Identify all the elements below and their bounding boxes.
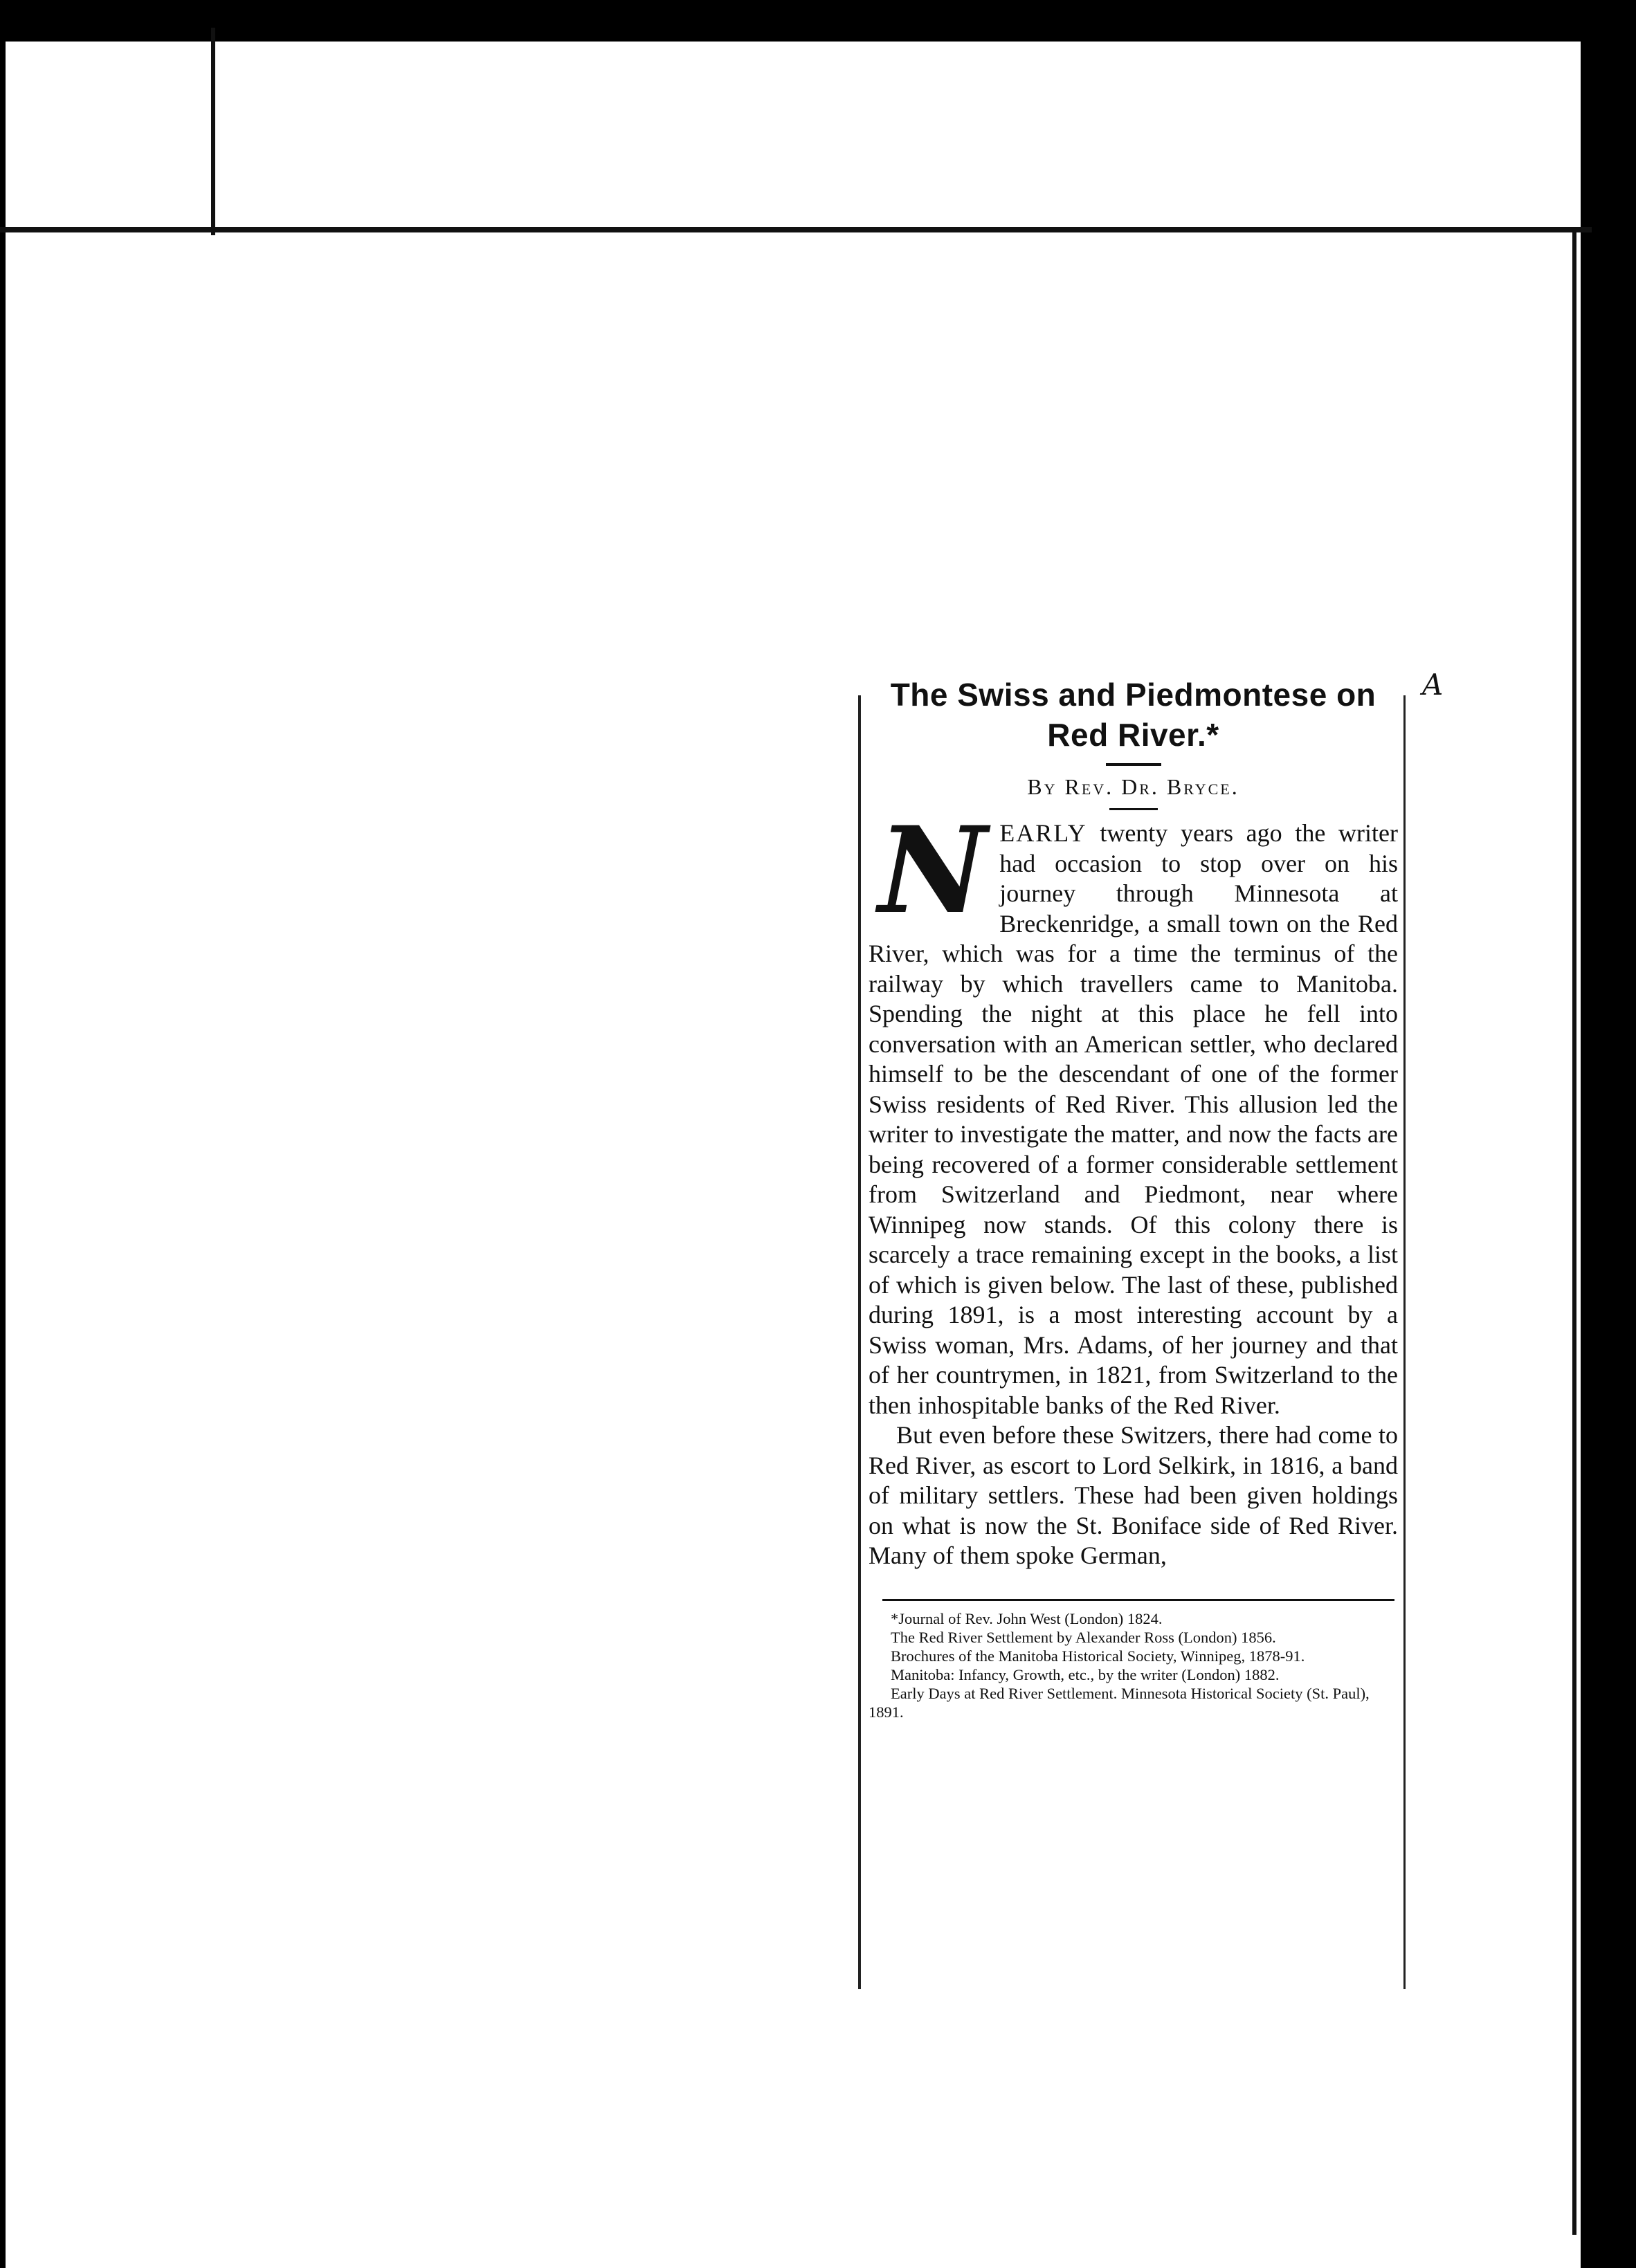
footnote-4: Manitoba: Infancy, Growth, etc., by the writer (London) 1882. [891, 1665, 1280, 1683]
footnote-2: The Red River Settlement by Alexander Ross (London) 1856. [891, 1628, 1276, 1646]
handwritten-margin-mark: A [1422, 668, 1444, 702]
title-line-1: The Swiss and Piedmontese on [890, 677, 1376, 713]
byline: By Rev. Dr. Bryce. [1027, 774, 1239, 799]
footnote-5: Early Days at Red River Settlement. Minnesota Historical Society (St. Paul), 1891. [869, 1684, 1370, 1721]
paragraph-2: But even before these Switzers, there had come to Red River, as escort to Lord Selkirk, in 1816, a band of military settlers. These had been given holdings on what is now the St. Boniface side of Red River. Many of them spoke German, [869, 1421, 1398, 1569]
footnote-1: *Journal of Rev. John West (London) 1824. [891, 1609, 1163, 1627]
scan-left-border [0, 0, 6, 2268]
byline-rule [1109, 808, 1158, 810]
title-line-2: Red River.* [1047, 717, 1219, 753]
title-rule [1106, 763, 1161, 766]
scan-right-border [1581, 0, 1636, 2268]
article-clipping [869, 675, 1398, 1721]
page-fold-vertical [211, 28, 215, 235]
clipping-edge-right [1403, 695, 1406, 1989]
paragraph-1-text: twenty years ago the writer had occasion to stop over on his journey through Minnesota at Breckenridge, a small town on the Red River, which was for a time the terminus of the railway by which travellers came to Manitoba. Spending the night at this place he fell into conversation with an American settler, who declared himself to be the descendant of one of the former Swiss residents of Red River. This allusion led the writer to investigate the matter, and now the facts are being recovered of a former considerable settlement from Switzerland and Piedmont, near where Winnipeg now stands. Of this colony there is scarcely a trace remaining except in the books, a list of which is given below. The last of these, published during 1891, is a most interesting account by a Swiss woman, Mrs. Adams, of her journey and that of her countrymen, in 1821, from Switzerland to the then inhospitable banks of the Red River. [869, 819, 1398, 1419]
first-word: EARLY [999, 819, 1087, 847]
page-fold-horizontal [0, 227, 1592, 232]
footnote-3: Brochures of the Manitoba Historical Society, Winnipeg, 1878-91. [891, 1647, 1305, 1665]
drop-cap-letter: N [878, 800, 988, 940]
footnote-rule [882, 1599, 1394, 1601]
page-edge-right [1572, 228, 1576, 2235]
paragraph-1 [869, 800, 1398, 1420]
article-title [869, 675, 1398, 755]
footnotes [869, 1609, 1398, 1721]
scan-top-border [0, 0, 1636, 42]
clipping-edge-left [858, 695, 861, 1989]
